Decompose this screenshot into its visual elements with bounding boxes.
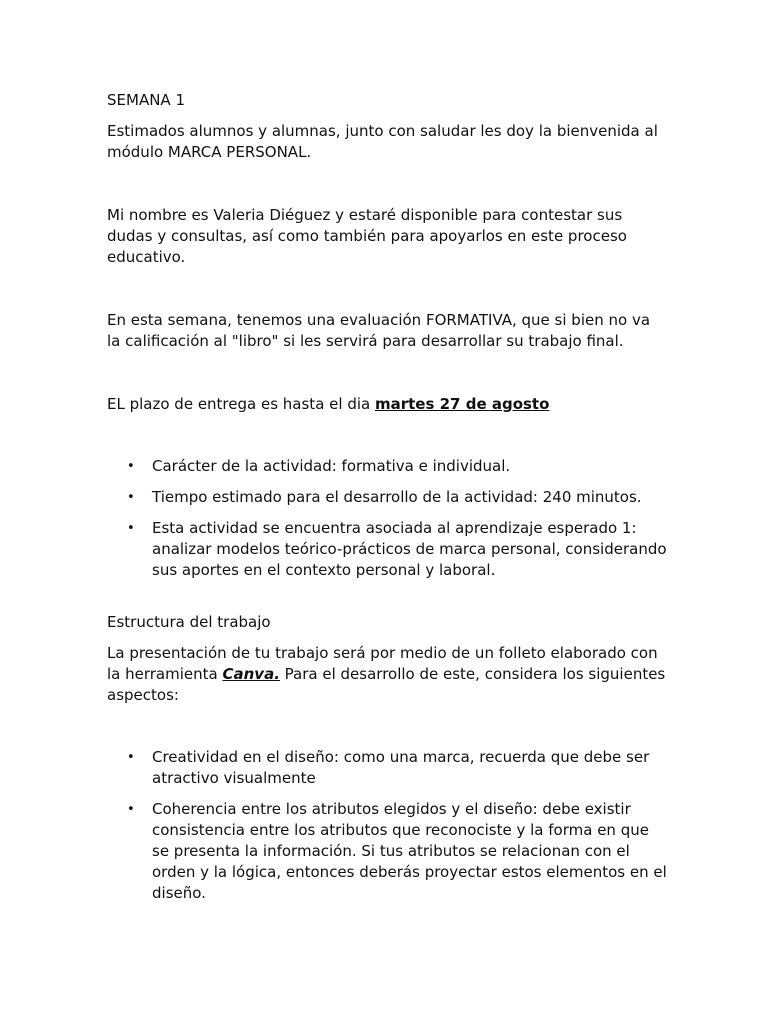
bullet-icon: •	[127, 750, 135, 765]
bullet-icon: •	[127, 459, 135, 474]
list-item	[107, 487, 667, 508]
bullet-icon: •	[127, 802, 135, 817]
bullet-icon: •	[127, 521, 135, 536]
week-heading: SEMANA 1	[107, 91, 185, 109]
presentation-text-2: Para el desarrollo de este, considera los siguientes aspectos:	[107, 665, 666, 704]
list-item-text: Esta actividad se encuentra asociada al aprendizaje esperado 1: analizar modelos teórico-prácticos de marca personal, considerando sus aportes en el contexto personal y laboral.	[152, 519, 667, 579]
deadline-date: martes 27 de agosto	[374, 395, 550, 413]
structure-heading: Estructura del trabajo	[107, 613, 271, 631]
list-item-text: Coherencia entre los atributos elegidos y el diseño: debe existir consistencia entre los atributos que reconociste y la forma en que se presenta la información. Si tus atributos se relacionan con el orden y la lógica, entonces deberás proyectar estos elementos en el diseño.	[152, 800, 667, 902]
list-item-text: Tiempo estimado para el desarrollo de la actividad: 240 minutos.	[152, 488, 642, 506]
greeting-paragraph: Estimados alumnos y alumnas, junto con saludar les doy la bienvenida al módulo MARCA PERSONAL.	[107, 122, 658, 161]
document-page	[107, 90, 667, 914]
list-item-text: Creatividad en el diseño: como una marca, recuerda que debe ser atractivo visualmente	[152, 748, 650, 787]
list-item	[107, 747, 667, 789]
aspects-list	[107, 747, 667, 904]
list-item	[107, 456, 667, 477]
activity-list	[107, 456, 667, 581]
intro-paragraph: Mi nombre es Valeria Diéguez y estaré disponible para contestar sus dudas y consultas, así como también para apoyarlos en este proceso educativo.	[107, 206, 627, 266]
list-item	[107, 799, 667, 904]
list-item-text: Carácter de la actividad: formativa e individual.	[152, 457, 511, 475]
formative-note-paragraph: En esta semana, tenemos una evaluación FORMATIVA, que si bien no va la calificación al "libro" si les servirá para desarrollar su trabajo final.	[107, 311, 651, 350]
deadline-prefix: EL plazo de entrega es hasta el dia	[107, 395, 375, 413]
presentation-paragraph	[107, 643, 667, 706]
presentation-text-1: La presentación de tu trabajo será por medio de un folleto elaborado con la herramienta	[107, 644, 658, 683]
bullet-icon: •	[127, 490, 135, 505]
canva-link[interactable]: Canva.	[222, 665, 280, 683]
deadline-paragraph	[107, 394, 667, 415]
list-item	[107, 518, 667, 581]
